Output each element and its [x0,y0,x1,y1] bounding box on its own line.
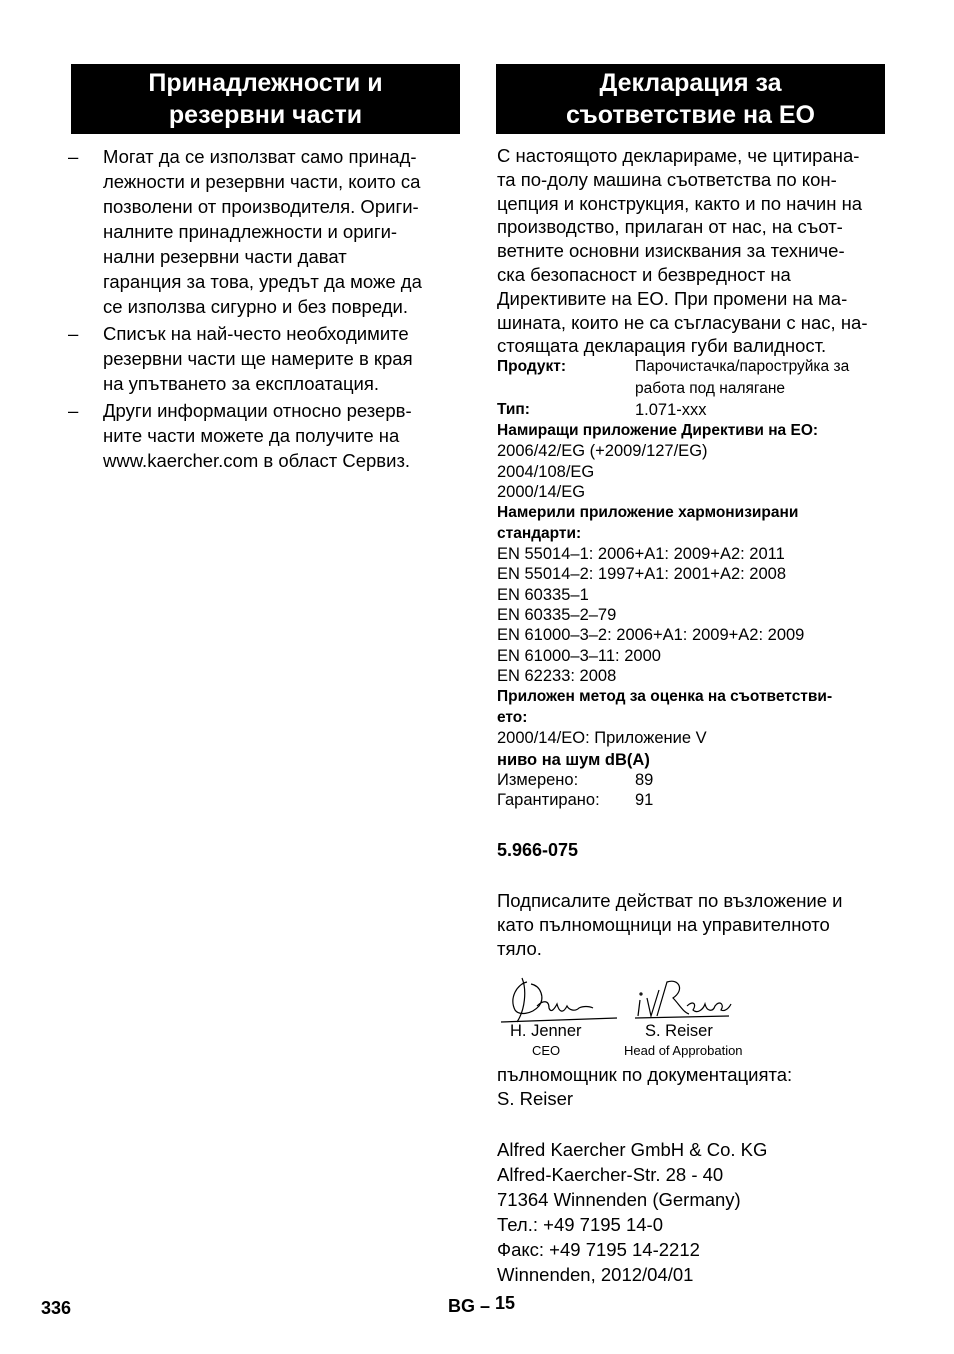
text-line: лежности и резервни части, които са [103,171,421,192]
declaration-heading [496,64,885,134]
documentation-representative [497,1063,792,1111]
company-address [497,1137,767,1287]
method-label: ето: [497,709,528,727]
text-line: цепция и конструкция, както и по начин на [497,192,863,214]
language-page-marker [448,1293,516,1317]
text-line: Alfred-Kaercher-Str. 28 - 40 [497,1164,724,1185]
standard-item: EN 61000–3–11: 2000 [497,646,661,665]
text-line: резервни части ще намерите в края [103,348,413,369]
declaration-intro [497,144,867,358]
declaration-specs [497,356,897,810]
directives-label: Намиращи приложение Директиви на ЕО: [497,422,819,440]
text-line: нални резервни части дават [103,246,347,267]
text-line: 71364 Winnenden (Germany) [497,1189,741,1210]
page-number: 336 [41,1298,72,1318]
text-line: Списък на най-често необходимите [103,323,409,344]
signatories-note [497,889,843,960]
bullet-dash: – [68,146,79,167]
text-line: шината, които не са съгласувани с нас, на- [497,311,868,333]
signer1-name: H. Jenner [510,1022,582,1040]
text-line: ветните основни изисквания за техниче- [497,240,845,262]
text-line: пълномощник по документацията: [497,1064,793,1085]
text-line: ните части можете да получите на [103,425,400,446]
standards-label: стандарти: [497,525,582,543]
measured-value: 89 [635,770,654,789]
method-value: 2000/14/ЕО: Приложение V [497,729,707,748]
text-line: Тел.: +49 7195 14-0 [497,1214,663,1235]
signatures-block [497,970,797,1060]
text-line: Alfred Kaercher GmbH & Co. KG [497,1139,768,1160]
heading-line: Декларация за [599,69,782,97]
handwritten-signatures [497,970,797,1030]
reiser-signature [635,981,731,1018]
measured-label: Измерено: [497,770,579,789]
text-line: та по-долу машина съответства по кон- [497,168,837,190]
bullet-dash: – [68,400,79,421]
text-line: като пълномощници на управителното [497,913,830,935]
directive-item: 2006/42/EG (+2009/127/EG) [497,442,708,461]
list-item [64,321,464,396]
standard-item: EN 55014–2: 1997+A1: 2001+A2: 2008 [497,565,786,584]
signer1-role: CEO [532,1043,561,1058]
text-line: Парочистачка/пароструйка за [635,358,850,375]
product-value [635,356,849,400]
guaranteed-row [497,790,897,810]
text-line: работа под налягане [635,380,786,397]
directive-item: 2000/14/EG [497,482,586,501]
directive-item: 2004/108/EG [497,462,595,481]
standard-item: EN 60335–1 [497,585,589,604]
text-line: се използва сигурно и без повреди. [103,296,408,317]
type-label: Тип: [497,401,530,418]
text-line: Подписалите действат по възложение и [497,890,843,911]
text-line: Директивите на ЕО. При промени на ма- [497,287,848,309]
text-line: ска безопасност и безвредност на [497,263,791,285]
standards-label: Намерили приложение хармонизирани [497,504,799,522]
text-line: на упътването за експлоатация. [103,373,380,394]
text-line: производство, прилаган от нас, на съот- [497,216,843,238]
text-line: Други информации относно резерв- [103,400,412,421]
measured-row [497,770,897,790]
text-line: Факс: +49 7195 14-2212 [497,1239,700,1260]
text-line: S. Reiser [497,1087,574,1109]
standard-item: EN 60335–2–79 [497,606,617,625]
text-line: С настоящото декларираме, че цитирана- [497,145,860,166]
text-line: Winnenden, 2012/04/01 [497,1264,694,1285]
product-row [497,356,897,400]
standard-item: EN 55014–1: 2006+A1: 2009+A2: 2011 [497,545,785,564]
standard-item: EN 62233: 2008 [497,666,617,685]
bullet-dash: – [68,323,79,344]
standard-item: EN 61000–3–2: 2006+A1: 2009+A2: 2009 [497,626,805,645]
text-line: налните принадлежности и ориги- [103,221,398,242]
accessories-heading [71,64,460,134]
text-line: www.kaercher.com в област Сервиз. [103,450,411,471]
heading-line: Принадлежности и [148,69,383,97]
type-row [497,400,897,420]
type-value: 1.071-xxx [635,401,707,419]
language-code: BG – [448,1296,491,1316]
section-page-number: 15 [495,1293,516,1313]
text-line: Могат да се използват само принад- [103,146,417,167]
accessories-list [64,144,464,475]
product-label: Продукт: [497,358,567,375]
text-line: тяло. [497,937,542,959]
guaranteed-label: Гарантирано: [497,790,600,809]
jenner-signature [501,978,617,1022]
heading-line: резервни части [168,101,363,129]
list-item [64,398,464,473]
document-number: 5.966-075 [497,840,579,860]
method-label: Приложен метод за оценка на съответстви- [497,688,833,706]
signer2-role: Head of Approbation [624,1043,743,1058]
text-line: позволени от производителя. Ориги- [103,196,419,217]
text-line: гаранция за това, уредът да може да [103,271,422,292]
list-item [64,144,464,319]
signer2-name: S. Reiser [645,1022,713,1040]
guaranteed-value: 91 [635,790,654,809]
text-line: стоящата декларация губи валидност. [497,335,827,357]
heading-line: съответствие на ЕО [565,101,816,129]
noise-label: ниво на шум dB(A) [497,750,650,769]
